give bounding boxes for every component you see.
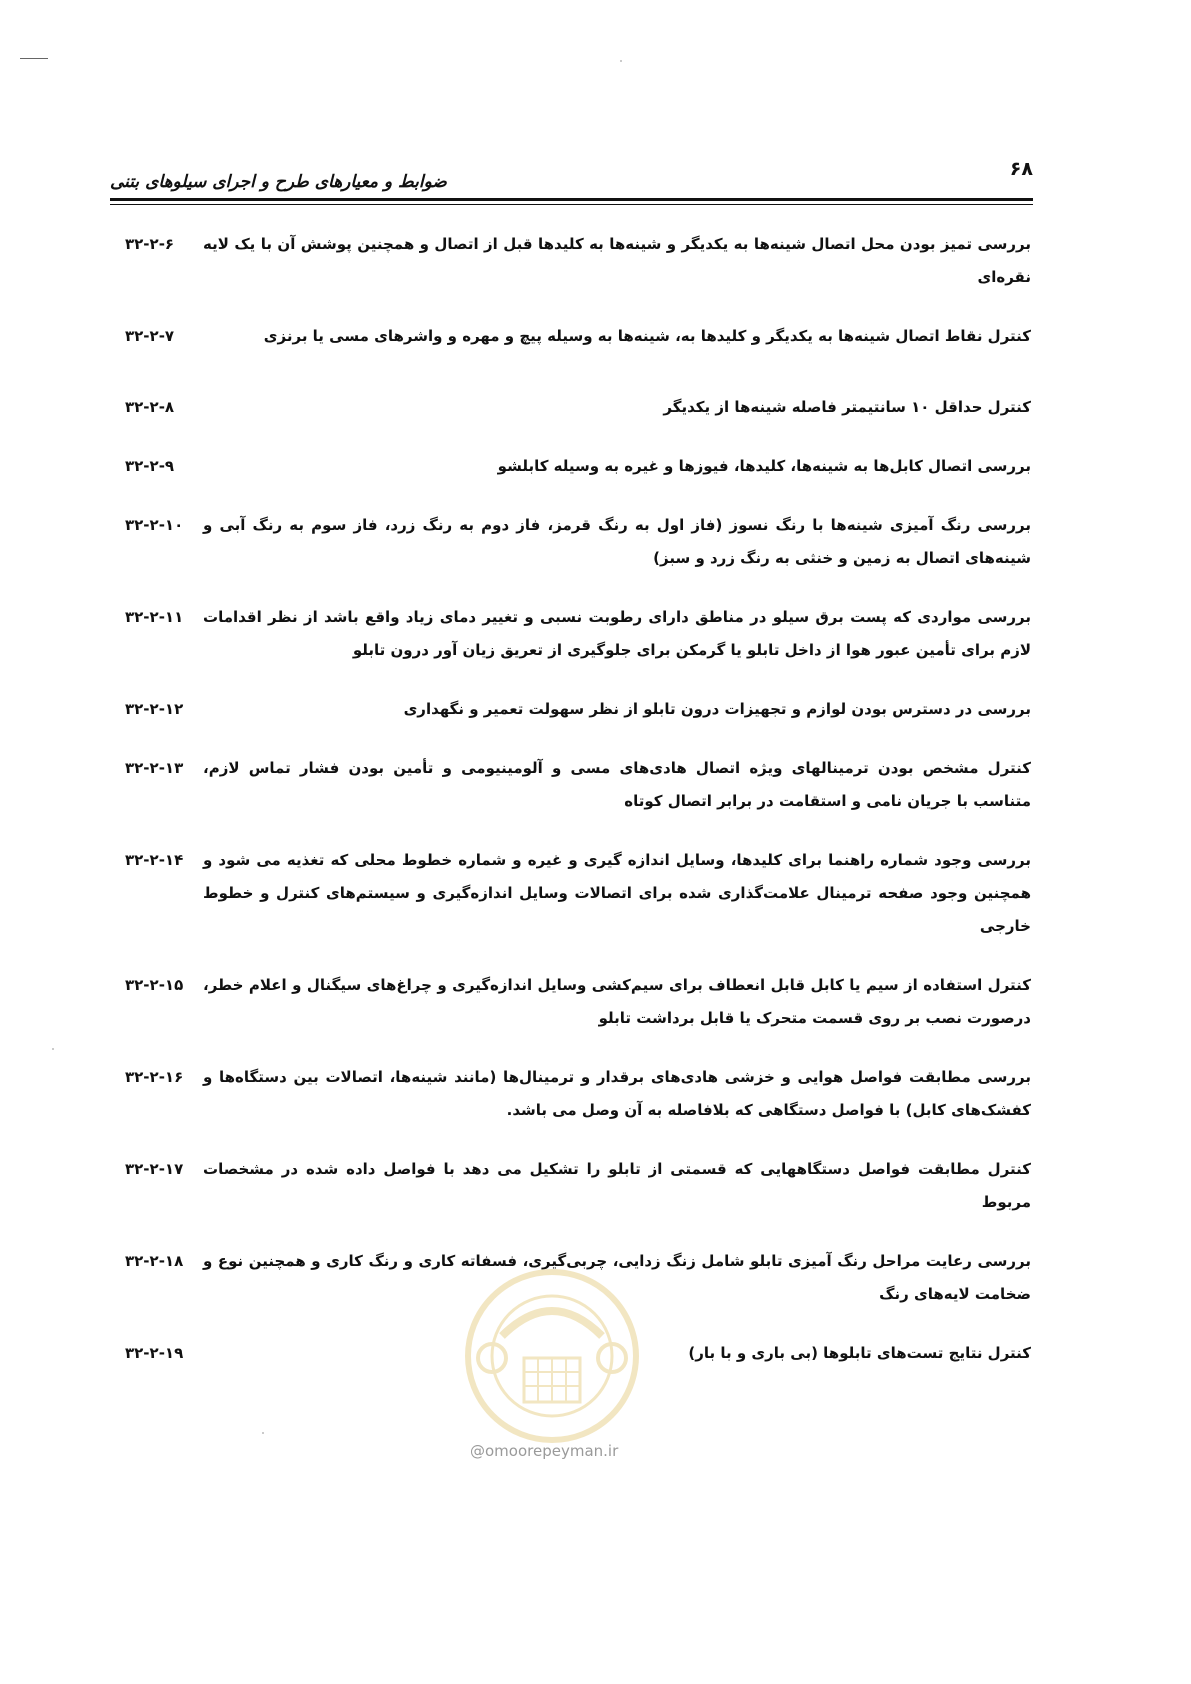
item-number: ۳۲-۲-۱۱: [125, 608, 184, 626]
header-rule-thin: [110, 204, 1033, 205]
watermark-arc: [502, 1311, 602, 1336]
scan-speck: [262, 1432, 264, 1434]
watermark-site: @omoorepeyman.ir: [470, 1442, 619, 1460]
item-text: کنترل نتایج تست‌های تابلوها (بی باری و با بار): [688, 1344, 1031, 1362]
list-item: [125, 752, 1031, 818]
list-item: [125, 969, 1031, 1035]
item-number: ۳۲-۲-۱۰: [125, 516, 184, 534]
item-text: بررسی رعایت مراحل رنگ آمیزی تابلو شامل زنگ زدایی، چربی‌گیری، فسفاته کاری و رنگ کاری و همچنین نوع و ضخامت لایه‌های رنگ: [203, 1252, 1031, 1303]
page-number: ۶۸: [1009, 158, 1033, 180]
item-number: ۳۲-۲-۱۸: [125, 1252, 184, 1270]
item-text: بررسی رنگ آمیزی شینه‌ها با رنگ نسوز (فاز اول به رنگ قرمز، فاز دوم به رنگ زرد، فاز سوم به رنگ آبی و شینه‌های اتصال به زمین و خنثی به رنگ زرد و سبز): [203, 516, 1031, 567]
list-item: [125, 509, 1031, 575]
checklist: [125, 228, 1031, 1370]
list-item: [125, 391, 1031, 424]
scan-speck: [52, 1048, 54, 1050]
list-item: [125, 320, 1031, 353]
item-number: ۳۲-۲-۱۹: [125, 1344, 184, 1362]
item-text: کنترل نقاط اتصال شینه‌ها به یکدیگر و کلیدها به، شینه‌ها به وسیله پیچ و مهره و واشرهای مسی یا برنزی: [263, 327, 1031, 345]
item-number: ۳۲-۲-۱۵: [125, 976, 184, 994]
running-title: ضوابط و معیارهای طرح و اجرای سیلوهای بتنی: [110, 172, 447, 192]
item-number: ۳۲-۲-۶: [125, 235, 175, 253]
item-number: ۳۲-۲-۷: [125, 327, 175, 345]
item-text: بررسی تمیز بودن محل اتصال شینه‌ها به یکدیگر و شینه‌ها به کلیدها قبل از اتصال و همچنین پوشش آن با یک لایه نقره‌ای: [203, 235, 1031, 286]
item-number: ۳۲-۲-۸: [125, 398, 175, 416]
item-number: ۳۲-۲-۱۲: [125, 700, 184, 718]
item-number: ۳۲-۲-۱۳: [125, 759, 184, 777]
item-text: بررسی اتصال کابل‌ها به شینه‌ها، کلیدها، فیوزها و غیره به وسیله کابلشو: [497, 457, 1031, 475]
corner-mark: [20, 58, 48, 59]
list-item: [125, 1061, 1031, 1127]
page-header: [110, 158, 1033, 210]
list-item: [125, 601, 1031, 667]
item-number: ۳۲-۲-۹: [125, 457, 175, 475]
header-rule-thick: [110, 198, 1033, 201]
item-text: بررسی وجود شماره راهنما برای کلیدها، وسایل اندازه گیری و غیره و شماره خطوط محلی که تغذیه می شود و همچنین وجود صفحه ترمینال علامت‌گذاری شده برای اتصالات وسایل اندازه‌گیری و سیستم‌های کنترل و خطوط خارجی: [203, 851, 1031, 935]
item-text: بررسی در دسترس بودن لوازم و تجهیزات درون تابلو از نظر سهولت تعمیر و نگهداری: [403, 700, 1031, 718]
list-item: [125, 844, 1031, 943]
item-number: ۳۲-۲-۱۷: [125, 1160, 184, 1178]
item-number: ۳۲-۲-۱۶: [125, 1068, 184, 1086]
item-number: ۳۲-۲-۱۴: [125, 851, 184, 869]
item-text: کنترل استفاده از سیم یا کابل قابل انعطاف برای سیم‌کشی وسایل اندازه‌گیری و چراغ‌های سیگنال و اعلام خطر، درصورت نصب بر روی قسمت متحرک یا قابل برداشت تابلو: [203, 976, 1031, 1027]
item-text: بررسی مواردی که پست برق سیلو در مناطق دارای رطوبت نسبی و تغییر دمای زیاد واقع باشد از نظر اقدامات لازم برای تأمین عبور هوا از داخل تابلو یا گرمکن برای جلوگیری از تعریق زیان آور درون تابلو: [203, 608, 1031, 659]
watermark-seal-icon: [462, 1266, 642, 1446]
list-item: [125, 1153, 1031, 1219]
scan-speck: [620, 60, 622, 62]
item-text: بررسی مطابقت فواصل هوایی و خزشی هادی‌های برقدار و ترمینال‌ها (مانند شینه‌ها، اتصالات بین دستگاه‌ها و کفشک‌های کابل) با فواصل دستگاهی که بلافاصله به آن وصل می باشد.: [203, 1068, 1031, 1119]
list-item: [125, 693, 1031, 726]
item-text: کنترل مطابقت فواصل دستگاههایی که قسمتی از تابلو را تشکیل می دهد با فواصل داده شده در مشخصات مربوط: [203, 1160, 1031, 1211]
item-text: کنترل حداقل ۱۰ سانتیمتر فاصله شینه‌ها از یکدیگر: [663, 398, 1031, 416]
list-item: [125, 450, 1031, 483]
item-text: کنترل مشخص بودن ترمینالهای ویژه اتصال هادی‌های مسی و آلومینیومی و تأمین بودن فشار تماس لازم، متناسب با جریان نامی و استقامت در برابر اتصال کوتاه: [203, 759, 1031, 810]
list-item: [125, 228, 1031, 294]
